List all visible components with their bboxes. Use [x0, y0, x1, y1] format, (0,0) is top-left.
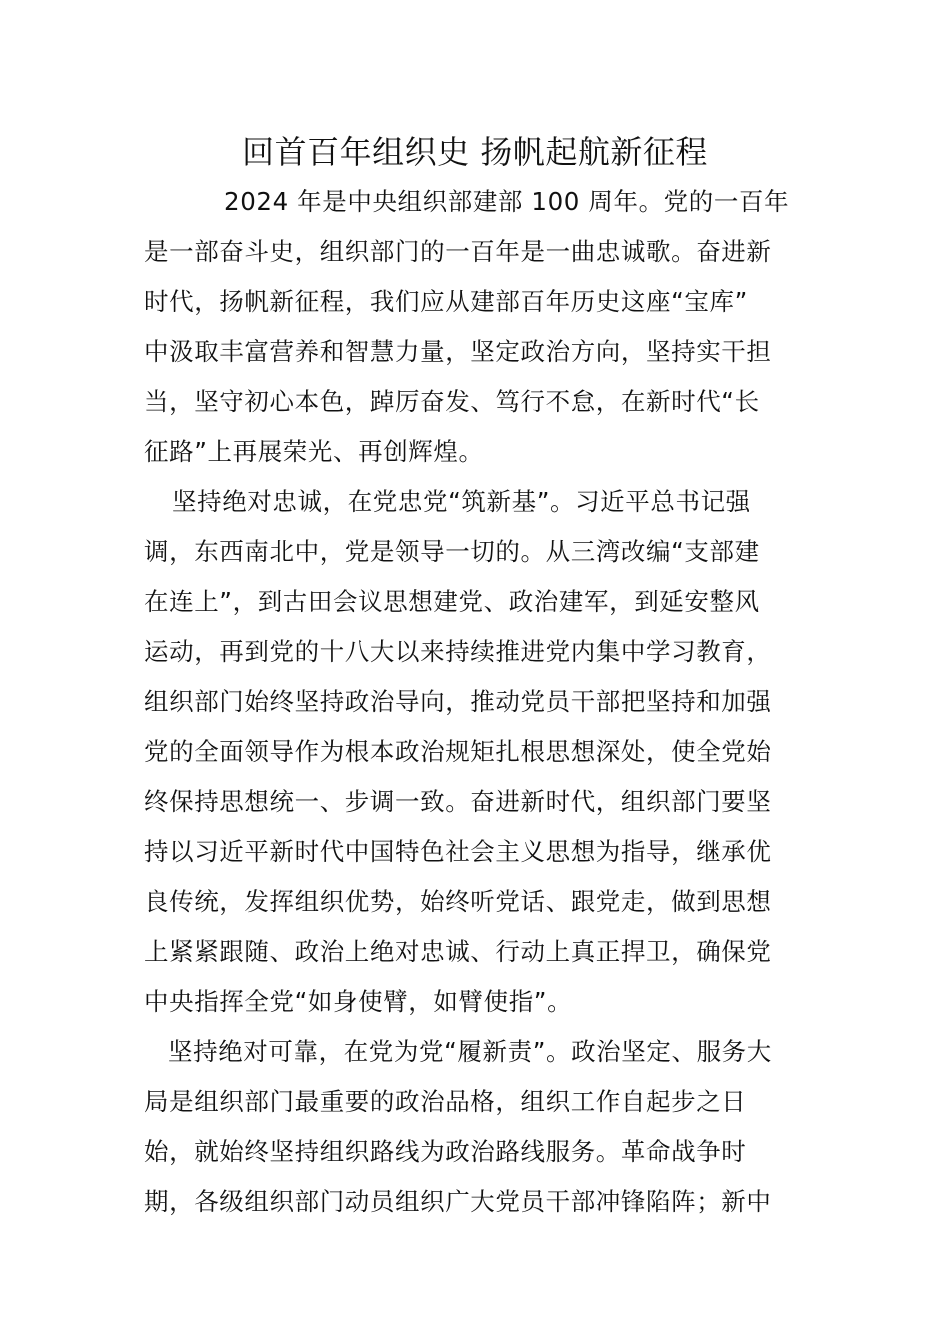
- paragraph-line: 时代，扬帆新征程，我们应从建部百年历史这座“宝库”: [144, 287, 748, 316]
- paragraph-line: 上紧紧跟随、政治上绝对忠诚、行动上真正捍卫，确保党: [144, 937, 772, 966]
- paragraph-line: 终保持思想统一、步调一致。奋进新时代，组织部门要坚: [144, 787, 772, 816]
- paragraph-line: 始，就始终坚持组织路线为政治路线服务。革命战争时: [144, 1137, 747, 1166]
- paragraph-line: 中央指挥全党“如身使臂，如臂使指”。: [144, 987, 573, 1016]
- paragraph-line: 运动，再到党的十八大以来持续推进党内集中学习教育，: [144, 637, 772, 666]
- paragraph-line: 持以习近平新时代中国特色社会主义思想为指导，继承优: [144, 837, 772, 866]
- paragraph-line: 组织部门始终坚持政治导向，推动党员干部把坚持和加强: [144, 687, 772, 716]
- paragraph-line: 2024 年是中央组织部建部 100 周年。党的一百年: [224, 187, 790, 216]
- paragraph-line: 在连上”，到古田会议思想建党、政治建军，到延安整风: [144, 587, 760, 616]
- paragraph-line: 坚持绝对可靠，在党为党“履新责”。政治坚定、服务大: [168, 1037, 772, 1066]
- document-title: 回首百年组织史 扬帆起航新征程: [242, 133, 708, 171]
- paragraph-line: 征路”上再展荣光、再创辉煌。: [144, 437, 484, 466]
- paragraph-line: 良传统，发挥组织优势，始终听党话、跟党走，做到思想: [144, 887, 772, 916]
- paragraph-line: 是一部奋斗史，组织部门的一百年是一曲忠诚歌。奋进新: [144, 237, 772, 266]
- paragraph-line: 调，东西南北中，党是领导一切的。从三湾改编“支部建: [144, 537, 760, 566]
- paragraph-line: 当，坚守初心本色，踔厉奋发、笃行不怠，在新时代“长: [144, 387, 760, 416]
- paragraph-line: 中汲取丰富营养和智慧力量，坚定政治方向，坚持实干担: [144, 337, 772, 366]
- paragraph-line: 党的全面领导作为根本政治规矩扎根思想深处，使全党始: [144, 737, 772, 766]
- paragraph-line: 局是组织部门最重要的政治品格，组织工作自起步之日: [144, 1087, 747, 1116]
- paragraph-line: 坚持绝对忠诚，在党忠党“筑新基”。习近平总书记强: [172, 487, 751, 516]
- paragraph-line: 期，各级组织部门动员组织广大党员干部冲锋陷阵；新中: [144, 1187, 772, 1216]
